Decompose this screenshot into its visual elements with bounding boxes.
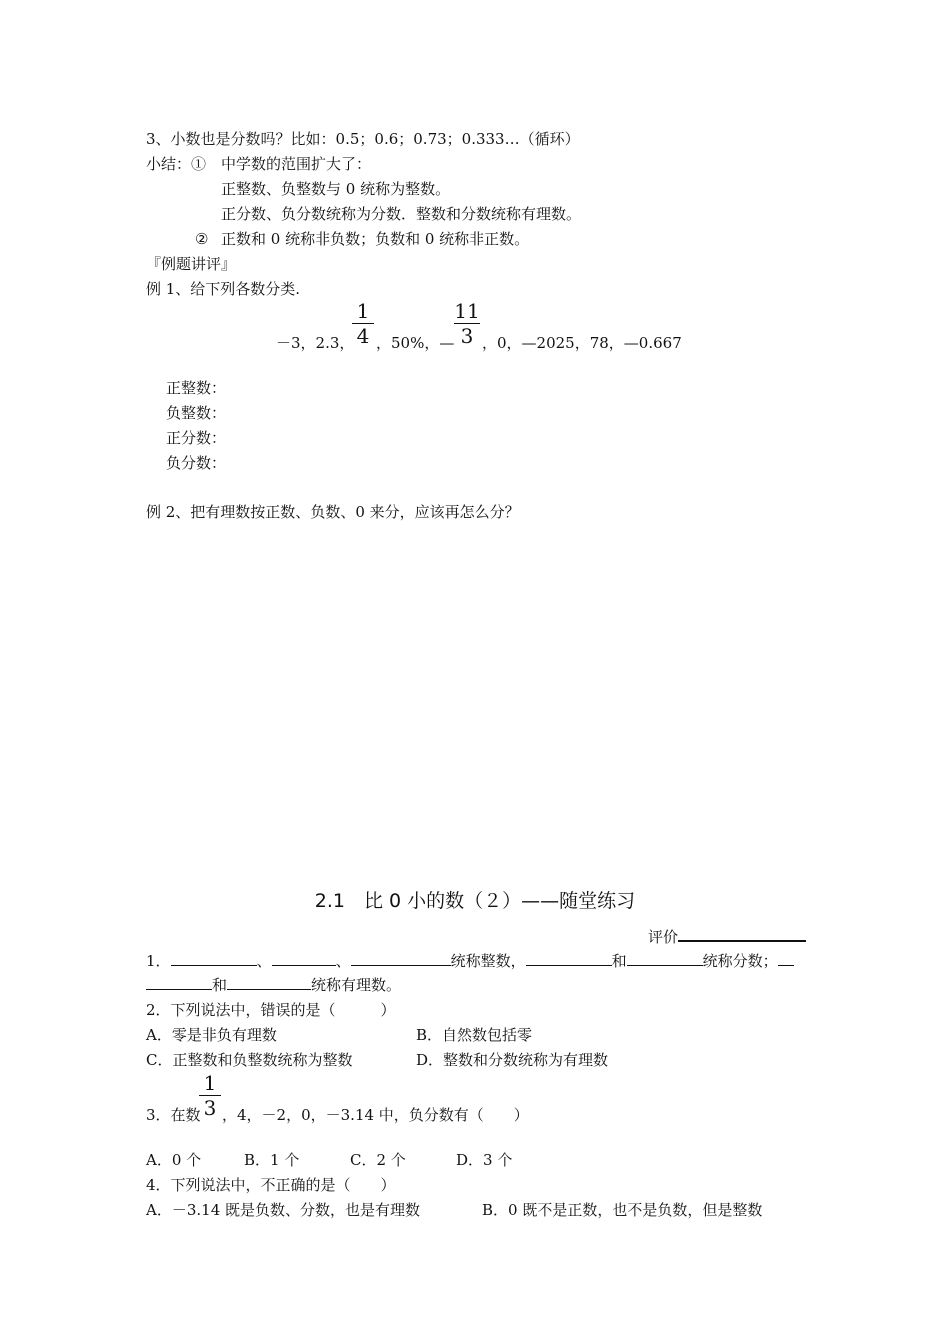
q4-stem: 4．下列说法中，不正确的是（ ） xyxy=(146,1176,396,1194)
q1-blank-4[interactable] xyxy=(526,951,612,966)
evaluation-blank[interactable] xyxy=(678,926,806,942)
q1-blank-6a[interactable] xyxy=(778,951,794,966)
fraction-denominator: 3 xyxy=(460,324,474,348)
fraction-numerator: 1 xyxy=(203,1071,217,1095)
q1-text-rationals: 统称有理数。 xyxy=(311,976,402,994)
q3-option-d[interactable]: D．3 个 xyxy=(456,1151,513,1169)
q2-option-b[interactable]: B．自然数包括零 xyxy=(416,1026,533,1044)
fraction-denominator: 3 xyxy=(203,1096,217,1120)
q2-option-c[interactable]: C．正整数和负整数统称为整数 xyxy=(146,1051,353,1069)
q1-line-2 xyxy=(146,975,401,995)
q1-sep-2: 、 xyxy=(335,952,351,970)
summary-1-integers: 正整数、负整数与 0 统称为整数。 xyxy=(221,180,451,198)
fraction-denominator: 4 xyxy=(356,324,370,348)
q4-option-a[interactable]: A．－3.14 既是负数、分数，也是有理数 xyxy=(146,1201,421,1219)
section-title: 2.1 比 0 小的数（２）——随堂练习 xyxy=(314,890,636,912)
evaluation-label: 评价 xyxy=(648,928,679,946)
q1-blank-6b[interactable] xyxy=(146,975,212,990)
q1-text-and-1: 和 xyxy=(611,952,627,970)
q2-option-a[interactable]: A．零是非负有理数 xyxy=(146,1026,277,1044)
summary-1-heading: 中学数的范围扩大了： xyxy=(221,155,372,173)
ex1-numbers-part2: ，50%，— xyxy=(376,334,455,352)
fraction-one-quarter xyxy=(352,300,374,347)
q3-option-c[interactable]: C．2 个 xyxy=(350,1151,406,1169)
fraction-numerator: 1 xyxy=(356,299,370,323)
q1-blank-5[interactable] xyxy=(627,951,703,966)
q1-blank-1[interactable] xyxy=(171,951,257,966)
ex1-numbers-part1: －3，2.3， xyxy=(276,334,355,352)
q2-stem: 2．下列说法中，错误的是（ ） xyxy=(146,1001,396,1019)
evaluation-field xyxy=(648,926,806,947)
example-1-prompt: 例 1、给下列各数分类. xyxy=(146,280,301,298)
q3-stem-pre: 3．在数 xyxy=(146,1106,201,1124)
category-negative-integers: 负整数： xyxy=(166,404,227,422)
fraction-numerator: 11 xyxy=(454,299,480,323)
q3-option-b[interactable]: B．1 个 xyxy=(244,1151,300,1169)
fraction-eleven-thirds xyxy=(454,300,480,347)
q3-stem-post: ，4，－2，0，－3.14 中，负分数有（ ） xyxy=(222,1106,529,1124)
category-positive-fractions: 正分数： xyxy=(166,429,227,447)
q1-text-and-2: 和 xyxy=(212,976,228,994)
summary-1-fractions: 正分数、负分数统称为分数．整数和分数统称有理数。 xyxy=(221,205,582,223)
q1-number: 1． xyxy=(146,952,171,970)
q1-blank-3[interactable] xyxy=(351,951,451,966)
q4-option-b[interactable]: B．0 既不是正数，也不是负数，但是整数 xyxy=(482,1201,763,1219)
q1-blank-7[interactable] xyxy=(227,975,311,990)
fraction-one-third xyxy=(199,1072,221,1119)
q1-sep-1: 、 xyxy=(256,952,272,970)
q1-text-fractions: 统称分数； xyxy=(702,952,778,970)
q1-line-1 xyxy=(146,951,794,971)
q1-text-integers: 统称整数， xyxy=(450,952,526,970)
summary-2-text: 正数和 0 统称非负数；负数和 0 统称非正数。 xyxy=(221,230,530,248)
q2-option-d[interactable]: D．整数和分数统称为有理数 xyxy=(416,1051,609,1069)
summary-label: 小结：① xyxy=(146,155,207,173)
q1-blank-2[interactable] xyxy=(272,951,336,966)
question-3-decimals: 3、小数也是分数吗？比如：0.5；0.6；0.73；0.333…（循环） xyxy=(146,130,580,148)
q3-option-a[interactable]: A．0 个 xyxy=(146,1151,202,1169)
summary-2-mark: ② xyxy=(195,230,209,248)
category-positive-integers: 正整数： xyxy=(166,379,227,397)
example-2-prompt: 例 2、把有理数按正数、负数、0 来分，应该再怎么分？ xyxy=(146,503,520,521)
ex1-numbers-part3: ，0，—2025，78，—0.667 xyxy=(482,334,682,352)
examples-heading: 『例题讲评』 xyxy=(146,255,237,273)
category-negative-fractions: 负分数： xyxy=(166,454,227,472)
